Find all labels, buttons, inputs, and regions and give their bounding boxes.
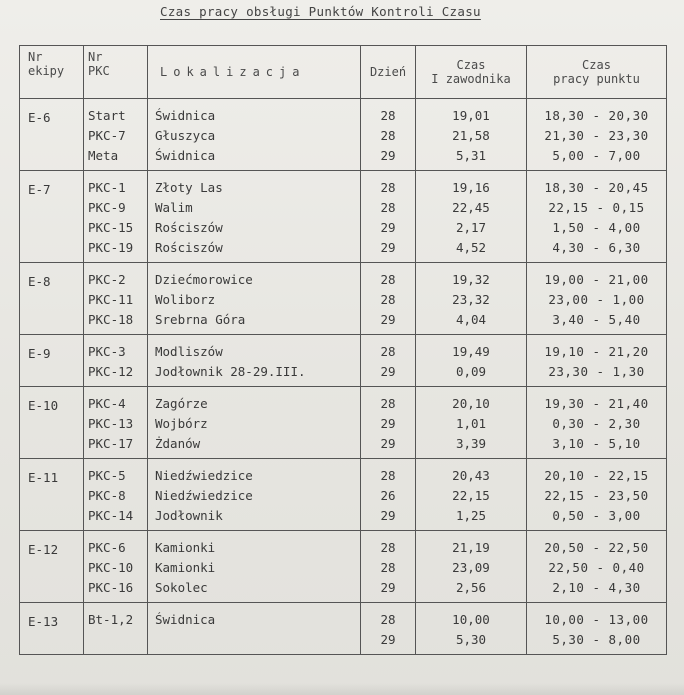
cell-pkc <box>88 630 147 650</box>
pkc-list <box>84 531 148 603</box>
cell-czas: 19,32 <box>452 272 490 287</box>
pkc-list <box>84 263 148 335</box>
cell-dzien: 29 <box>380 220 396 235</box>
cell-praca: 22,15 - 23,50 <box>544 488 649 503</box>
crew-number: E-11 <box>20 459 84 531</box>
cell-lok: Świdnica <box>155 108 216 123</box>
cell-praca: 10,00 - 13,00 <box>544 612 649 627</box>
working-hours-list <box>527 531 667 603</box>
cell-pkc: PKC-6 <box>88 540 126 555</box>
document-title: Czas pracy obsługi Punktów Kontroli Czasu <box>160 4 481 19</box>
cell-dzien: 28 <box>380 396 396 411</box>
cell-dzien: 28 <box>380 108 396 123</box>
cell-dzien: 28 <box>380 180 396 195</box>
table-row <box>20 459 667 531</box>
first-competitor-time-list <box>416 171 527 263</box>
cell-lok: Rościszów <box>155 240 223 255</box>
cell-dzien: 29 <box>380 632 396 647</box>
cell-dzien: 28 <box>380 612 396 627</box>
table-row <box>20 603 667 655</box>
cell-dzien: 28 <box>380 468 396 483</box>
crew-number: E-6 <box>20 99 84 171</box>
cell-lok: Złoty Las <box>155 180 223 195</box>
cell-lok: Świdnica <box>155 148 216 163</box>
cell-praca: 4,30 - 6,30 <box>552 240 641 255</box>
cell-praca: 20,10 - 22,15 <box>544 468 649 483</box>
cell-pkc: PKC-19 <box>88 240 134 255</box>
cell-czas: 19,01 <box>452 108 490 123</box>
cell-lok: Rościszów <box>155 220 223 235</box>
cell-pkc: Start <box>88 108 126 123</box>
location-list <box>148 531 361 603</box>
cell-czas: 23,09 <box>452 560 490 575</box>
pkc-list <box>84 335 148 387</box>
first-competitor-time-list <box>416 603 527 655</box>
working-hours-list <box>527 387 667 459</box>
cell-dzien: 28 <box>380 272 396 287</box>
crew-number: E-7 <box>20 171 84 263</box>
cell-pkc: PKC-8 <box>88 488 126 503</box>
cell-pkc: PKC-1 <box>88 180 126 195</box>
cell-praca: 23,00 - 1,00 <box>548 292 645 307</box>
cell-czas: 23,32 <box>452 292 490 307</box>
cell-czas: 4,52 <box>455 240 487 255</box>
cell-praca: 18,30 - 20,45 <box>544 180 649 195</box>
cell-pkc: PKC-14 <box>88 508 134 523</box>
crew-number: E-13 <box>20 603 84 655</box>
cell-lok: Jodłownik <box>155 508 223 523</box>
cell-czas: 20,10 <box>452 396 490 411</box>
cell-czas: 5,31 <box>455 148 487 163</box>
cell-lok: Walim <box>155 200 193 215</box>
crew-number: E-10 <box>20 387 84 459</box>
day-list <box>361 335 416 387</box>
cell-czas: 22,45 <box>452 200 490 215</box>
cell-czas: 2,56 <box>455 580 487 595</box>
cell-dzien: 29 <box>380 312 396 327</box>
cell-praca: 19,30 - 21,40 <box>544 396 649 411</box>
location-list <box>148 335 361 387</box>
cell-praca: 2,10 - 4,30 <box>552 580 641 595</box>
cell-praca: 0,50 - 3,00 <box>552 508 641 523</box>
cell-praca: 19,00 - 21,00 <box>544 272 649 287</box>
cell-czas: 21,19 <box>452 540 490 555</box>
crew-number: E-9 <box>20 335 84 387</box>
cell-pkc: PKC-15 <box>88 220 134 235</box>
table-row <box>20 387 667 459</box>
table-row <box>20 171 667 263</box>
cell-pkc: Bt-1,2 <box>88 612 134 627</box>
cell-pkc: PKC-5 <box>88 468 126 483</box>
day-list <box>361 171 416 263</box>
cell-praca: 5,00 - 7,00 <box>552 148 641 163</box>
cell-dzien: 28 <box>380 560 396 575</box>
pkc-list <box>84 171 148 263</box>
cell-praca: 22,15 - 0,15 <box>548 200 645 215</box>
cell-pkc: PKC-13 <box>88 416 134 431</box>
table-row <box>20 263 667 335</box>
cell-pkc: PKC-3 <box>88 344 126 359</box>
cell-dzien: 29 <box>380 416 396 431</box>
cell-dzien: 28 <box>380 540 396 555</box>
first-competitor-time-list <box>416 335 527 387</box>
cell-pkc: PKC-12 <box>88 364 134 379</box>
cell-praca: 0,30 - 2,30 <box>552 416 641 431</box>
working-hours-list <box>527 335 667 387</box>
cell-czas: 0,09 <box>455 364 487 379</box>
cell-pkc: PKC-7 <box>88 128 126 143</box>
cell-praca: 3,10 - 5,10 <box>552 436 641 451</box>
cell-czas: 19,49 <box>452 344 490 359</box>
crew-number: E-12 <box>20 531 84 603</box>
working-hours-list <box>527 99 667 171</box>
first-competitor-time-list <box>416 99 527 171</box>
cell-pkc: PKC-10 <box>88 560 134 575</box>
cell-praca: 1,50 - 4,00 <box>552 220 641 235</box>
cell-lok: Kamionki <box>155 540 216 555</box>
cell-praca: 19,10 - 21,20 <box>544 344 649 359</box>
cell-czas: 1,01 <box>455 416 487 431</box>
cell-dzien: 29 <box>380 508 396 523</box>
location-list <box>148 99 361 171</box>
cell-dzien: 29 <box>380 148 396 163</box>
cell-lok: Niedźwiedzice <box>155 488 253 503</box>
cell-dzien: 29 <box>380 240 396 255</box>
cell-dzien: 28 <box>380 128 396 143</box>
cell-pkc: PKC-9 <box>88 200 126 215</box>
cell-czas: 19,16 <box>452 180 490 195</box>
cell-lok: Jodłownik 28-29.III. <box>155 364 306 379</box>
cell-praca: 23,30 - 1,30 <box>548 364 645 379</box>
cell-lok: Zagórze <box>155 396 208 411</box>
cell-lok: Srebrna Góra <box>155 312 246 327</box>
table-row <box>20 531 667 603</box>
cell-czas: 5,30 <box>455 632 487 647</box>
pkc-list <box>84 387 148 459</box>
cell-dzien: 29 <box>380 436 396 451</box>
day-list <box>361 263 416 335</box>
cell-pkc: PKC-17 <box>88 436 134 451</box>
location-list <box>148 171 361 263</box>
first-competitor-time-list <box>416 387 527 459</box>
cell-dzien: 29 <box>380 364 396 379</box>
table-header-row <box>20 46 667 99</box>
cell-lok: Żdanów <box>155 436 201 451</box>
header-ekipa: Nr ekipy <box>20 46 84 99</box>
cell-pkc: PKC-11 <box>88 292 134 307</box>
cell-lok <box>155 630 360 650</box>
cell-lok: Niedźwiedzice <box>155 468 253 483</box>
cell-czas: 20,43 <box>452 468 490 483</box>
cell-czas: 21,58 <box>452 128 490 143</box>
first-competitor-time-list <box>416 263 527 335</box>
cell-lok: Woliborz <box>155 292 216 307</box>
location-list <box>148 459 361 531</box>
table-row <box>20 335 667 387</box>
cell-lok: Sokolec <box>155 580 208 595</box>
cell-dzien: 29 <box>380 580 396 595</box>
cell-lok: Głuszyca <box>155 128 216 143</box>
working-hours-list <box>527 263 667 335</box>
day-list <box>361 531 416 603</box>
cell-dzien: 28 <box>380 200 396 215</box>
table-row <box>20 99 667 171</box>
cell-pkc: PKC-2 <box>88 272 126 287</box>
cell-praca: 20,50 - 22,50 <box>544 540 649 555</box>
day-list <box>361 459 416 531</box>
cell-dzien: 28 <box>380 292 396 307</box>
location-list <box>148 387 361 459</box>
page-edge <box>0 683 684 695</box>
first-competitor-time-list <box>416 531 527 603</box>
cell-lok: Modliszów <box>155 344 223 359</box>
cell-czas: 10,00 <box>452 612 490 627</box>
pkc-list <box>84 99 148 171</box>
header-lokalizacja: Lokalizacja <box>148 46 361 99</box>
cell-czas: 1,25 <box>455 508 487 523</box>
cell-czas: 22,15 <box>452 488 490 503</box>
cell-pkc: Meta <box>88 148 119 163</box>
location-list <box>148 263 361 335</box>
first-competitor-time-list <box>416 459 527 531</box>
cell-dzien: 28 <box>380 344 396 359</box>
day-list <box>361 99 416 171</box>
cell-praca: 18,30 - 20,30 <box>544 108 649 123</box>
day-list <box>361 603 416 655</box>
working-hours-list <box>527 171 667 263</box>
cell-czas: 2,17 <box>455 220 487 235</box>
cell-czas: 4,04 <box>455 312 487 327</box>
cell-praca: 21,30 - 23,30 <box>544 128 649 143</box>
cell-pkc: PKC-4 <box>88 396 126 411</box>
cell-praca: 22,50 - 0,40 <box>548 560 645 575</box>
header-pkc: Nr PKC <box>84 46 148 99</box>
cell-pkc: PKC-18 <box>88 312 134 327</box>
cell-lok: Świdnica <box>155 612 216 627</box>
pkc-list <box>84 603 148 655</box>
pkc-schedule-table <box>19 45 667 655</box>
table-body <box>20 99 667 655</box>
location-list <box>148 603 361 655</box>
cell-dzien: 26 <box>380 488 396 503</box>
cell-pkc: PKC-16 <box>88 580 134 595</box>
cell-lok: Kamionki <box>155 560 216 575</box>
working-hours-list <box>527 603 667 655</box>
pkc-list <box>84 459 148 531</box>
day-list <box>361 387 416 459</box>
working-hours-list <box>527 459 667 531</box>
header-czas-zawodnika: Czas I zawodnika <box>416 46 527 99</box>
cell-praca: 3,40 - 5,40 <box>552 312 641 327</box>
crew-number: E-8 <box>20 263 84 335</box>
cell-lok: Wojbórz <box>155 416 208 431</box>
cell-czas: 3,39 <box>455 436 487 451</box>
header-dzien: Dzień <box>361 46 416 99</box>
cell-praca: 5,30 - 8,00 <box>552 632 641 647</box>
cell-lok: Dziećmorowice <box>155 272 253 287</box>
header-czas-pracy: Czas pracy punktu <box>527 46 667 99</box>
